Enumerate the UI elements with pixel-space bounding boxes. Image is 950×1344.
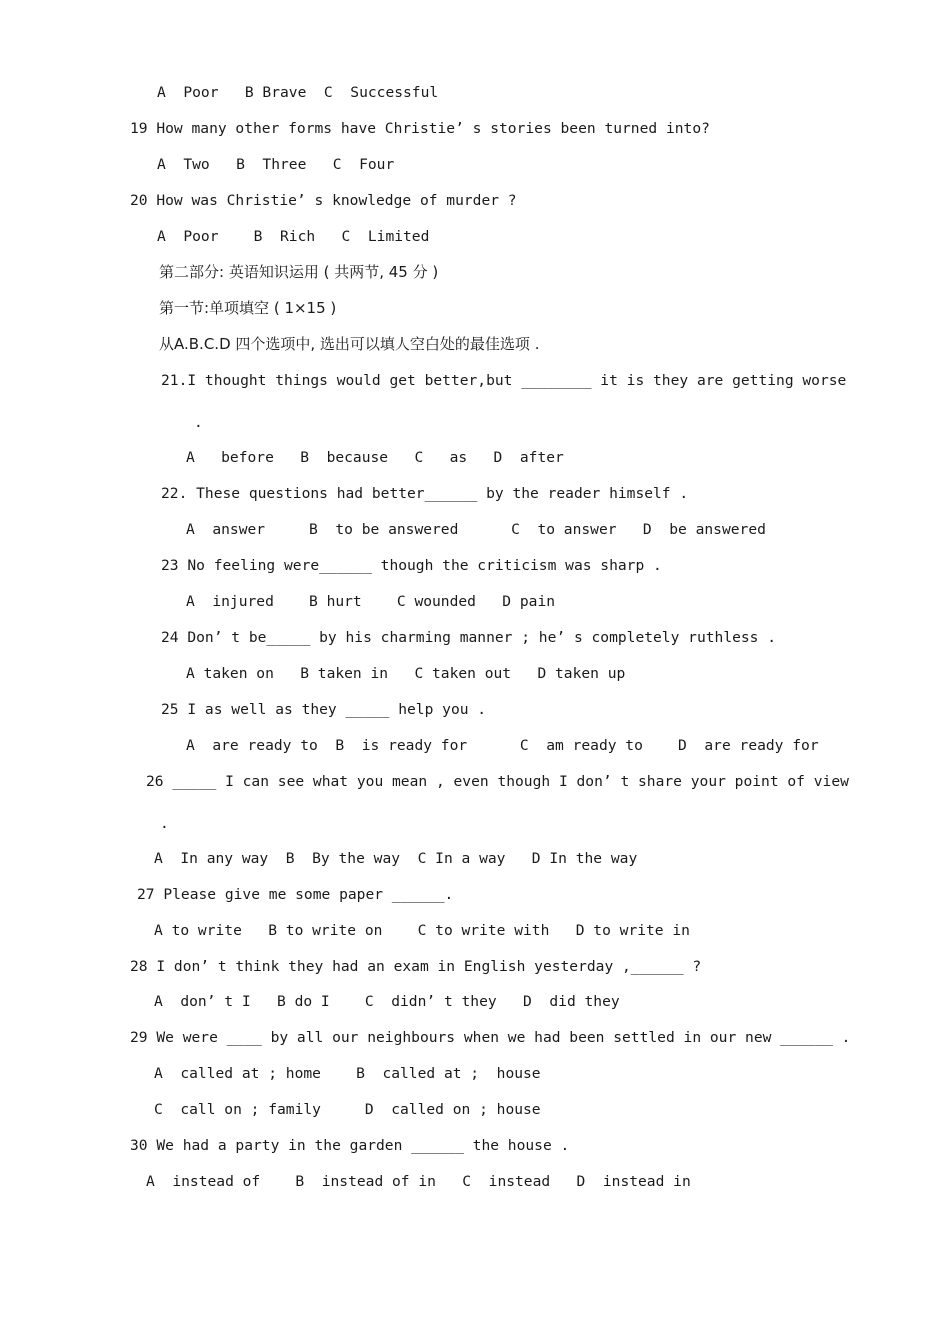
part-two-heading: 第二部分: 英语知识运用 ( 共两节, 45 分 ) (159, 263, 439, 281)
q30-options: A instead of B instead of in C instead D instead in (146, 1173, 691, 1190)
q28-question: 28 I don’ t think they had an exam in English yesterday ,______ ? (130, 958, 702, 975)
q19-options: A Two B Three C Four (157, 156, 395, 173)
section-one-heading: 第一节:单项填空 ( 1×15 ) (159, 299, 337, 317)
q24-question: 24 Don’ t be_____ by his charming manner ; he’ s completely ruthless . (161, 629, 777, 646)
q20-question: 20 How was Christie’ s knowledge of murder ? (130, 192, 517, 209)
q26-options: A In any way B By the way C In a way D In the way (154, 850, 638, 867)
q21-question: 21.I thought things would get better,but ________ it is they are getting worse (161, 372, 847, 389)
q27-options: A to write B to write on C to write with D to write in (154, 922, 690, 939)
q29-question: 29 We were ____ by all our neighbours when we had been settled in our new ______ . (130, 1029, 851, 1046)
q20-options: A Poor B Rich C Limited (157, 228, 430, 245)
q27-question: 27 Please give me some paper ______. (137, 886, 454, 903)
q21-continuation: . (194, 414, 203, 431)
q26-question: 26 _____ I can see what you mean , even though I don’ t share your point of view (146, 773, 849, 790)
q24-options: A taken on B taken in C taken out D taken up (186, 665, 626, 682)
q30-question: 30 We had a party in the garden ______ the house . (130, 1137, 570, 1154)
q18-options: A Poor B Brave C Successful (157, 84, 439, 101)
q21-options: A before B because C as D after (186, 449, 564, 466)
q29-options-ab: A called at ; home B called at ; house (154, 1065, 541, 1082)
q22-options: A answer B to be answered C to answer D be answered (186, 521, 766, 538)
q19-question: 19 How many other forms have Christie’ s stories been turned into? (130, 120, 710, 137)
q29-options-cd: C call on ; family D called on ; house (154, 1101, 541, 1118)
q25-question: 25 I as well as they _____ help you . (161, 701, 487, 718)
q26-continuation: . (160, 815, 169, 832)
q22-question: 22. These questions had better______ by the reader himself . (161, 485, 689, 502)
instructions: 从A.B.C.D 四个选项中, 选出可以填人空白处的最佳选项 . (159, 335, 540, 353)
q28-options: A don’ t I B do I C didn’ t they D did they (154, 993, 620, 1010)
q23-question: 23 No feeling were______ though the criticism was sharp . (161, 557, 662, 574)
q25-options: A are ready to B is ready for C am ready to D are ready for (186, 737, 819, 754)
q23-options: A injured B hurt C wounded D pain (186, 593, 556, 610)
